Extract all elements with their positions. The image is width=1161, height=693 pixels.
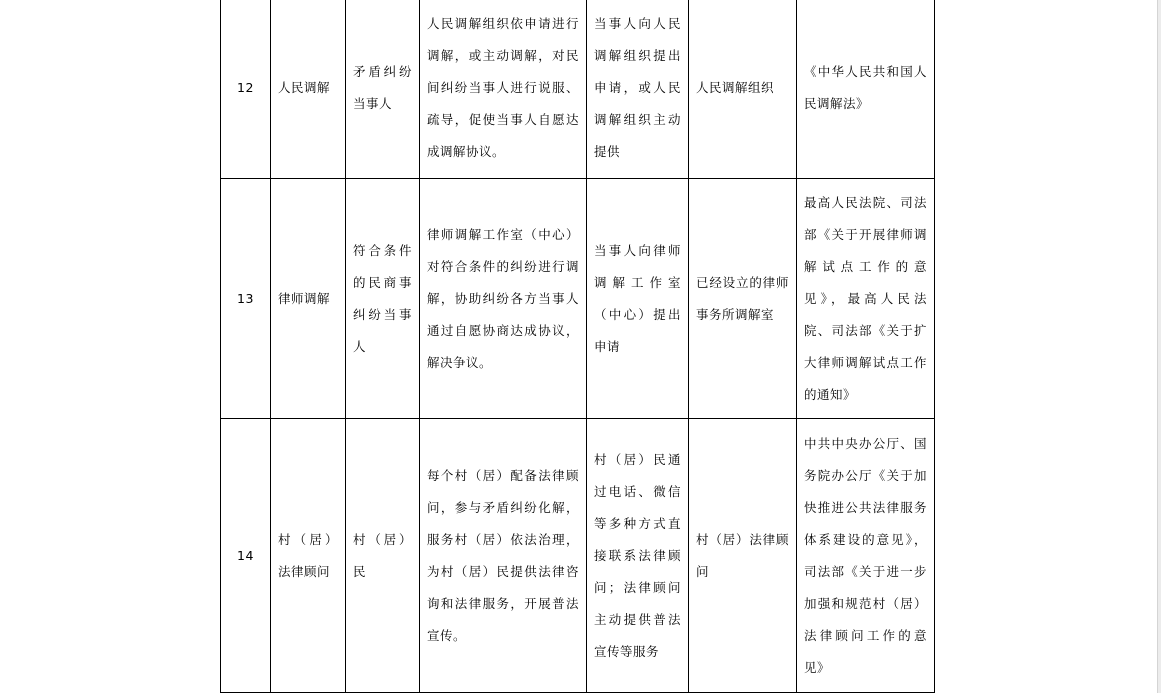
row-number: 14: [221, 419, 271, 693]
table-row: [221, 419, 935, 693]
service-target: 村（居）民: [346, 419, 420, 693]
service-name: 村（居）法律顾问: [271, 419, 346, 693]
service-method: 当事人向人民调解组织提出申请，或人民调解组织主动提供: [587, 0, 689, 179]
service-provider: 人民调解组织: [689, 0, 797, 179]
service-basis: 最高人民法院、司法部《关于开展律师调解试点工作的意见》，最高人民法院、司法部《关于扩大律师调解试点工作的通知》: [797, 179, 935, 419]
service-target: 矛盾纠纷当事人: [346, 0, 420, 179]
public-legal-services-table: [220, 0, 935, 693]
service-content: 律师调解工作室（中心）对符合条件的纠纷进行调解，协助纠纷各方当事人通过自愿协商达成协议，解决争议。: [420, 179, 587, 419]
service-provider: 村（居）法律顾问: [689, 419, 797, 693]
service-content: 每个村（居）配备法律顾问，参与矛盾纠纷化解，服务村（居）依法治理，为村（居）民提供法律咨询和法律服务，开展普法宣传。: [420, 419, 587, 693]
service-content: 人民调解组织依申请进行调解，或主动调解，对民间纠纷当事人进行说服、疏导，促使当事人自愿达成调解协议。: [420, 0, 587, 179]
row-number: 12: [221, 0, 271, 179]
service-basis: 中共中央办公厅、国务院办公厅《关于加快推进公共法律服务体系建设的意见》，司法部《关于进一步加强和规范村（居）法律顾问工作的意见》: [797, 419, 935, 693]
service-name: 人民调解: [271, 0, 346, 179]
page-edge: [1157, 0, 1161, 693]
service-method: 当事人向律师调解工作室（中心）提出申请: [587, 179, 689, 419]
service-target: 符合条件的民商事纠纷当事人: [346, 179, 420, 419]
service-provider: 已经设立的律师事务所调解室: [689, 179, 797, 419]
table-row: [221, 179, 935, 419]
table-row: [221, 0, 935, 179]
service-name: 律师调解: [271, 179, 346, 419]
service-basis: 《中华人民共和国人民调解法》: [797, 0, 935, 179]
row-number: 13: [221, 179, 271, 419]
service-method: 村（居）民通过电话、微信等多种方式直接联系法律顾问；法律顾问主动提供普法宣传等服务: [587, 419, 689, 693]
